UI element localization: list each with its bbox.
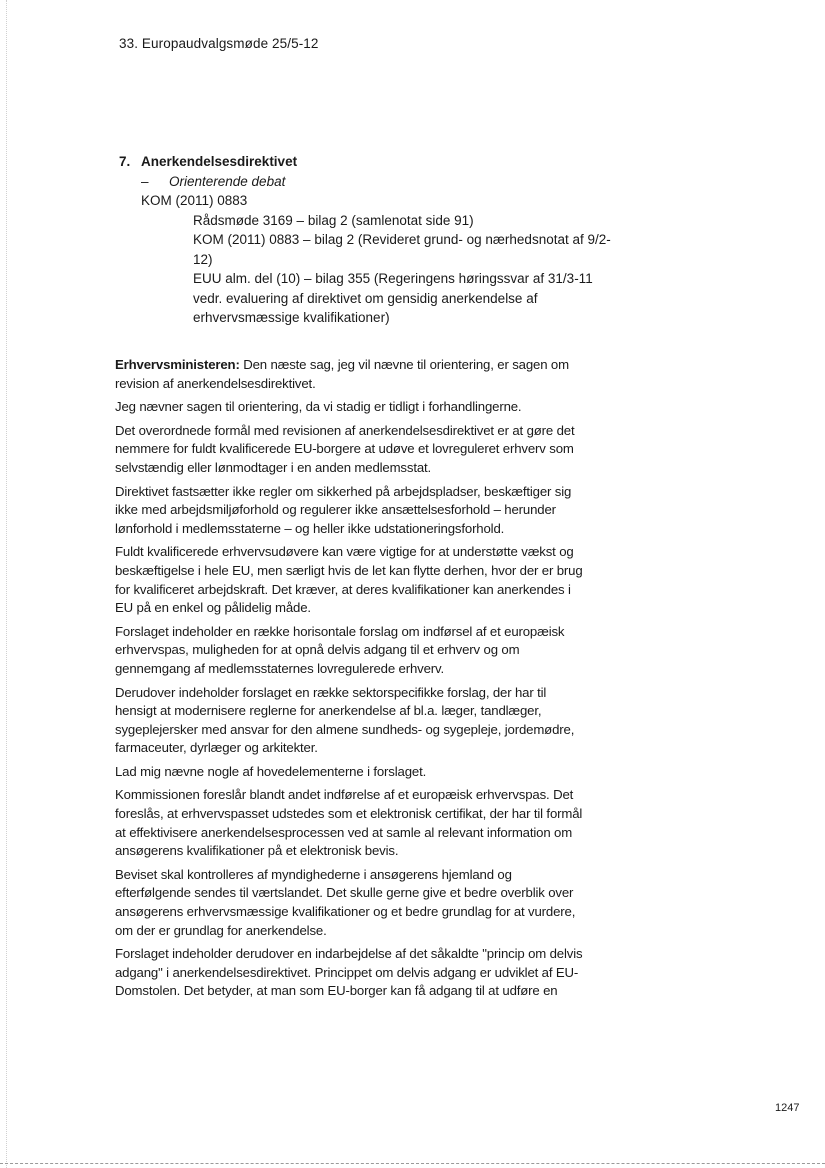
agenda-title-text: Anerkendelsesdirektivet: [141, 154, 298, 169]
paragraph: Lad mig nævne nogle af hovedelementerne i forslaget.: [115, 763, 427, 779]
reference-item: EUU alm. del (10) – bilag 355 (Regeringens høringssvar af 31/3-11 vedr. evaluering af direktivet om gensidig anerkendelse af erhvervsmæssige kvalifikationer): [193, 271, 593, 325]
reference-list: [119, 211, 613, 328]
paragraph: Forslaget indeholder derudover en indarbejdelse af det såkaldte "princip om delvis adgang" i anerkendelsesdirektivet. Princippet om delvis adgang er udviklet af EU-Domstolen. Det betyder, at man som EU-borger kan få adgang til at udføre en: [115, 946, 583, 999]
agenda-kom-reference: KOM (2011) 0883: [141, 193, 248, 208]
paragraph-text: Den næste sag, jeg vil nævne til orientering, er sagen om revision af anerkendelsesdirektivet.: [115, 357, 569, 391]
paragraph: Fuldt kvalificerede erhvervsudøvere kan være vigtige for at understøtte vækst og beskæftigelse i hele EU, men særligt hvis de let kan flytte derhen, hvor der er brug for kvalificeret arbejdskraft. Det kræver, at deres kvalifikationer kan anerkendes i EU på en enkel og pålidelig måde.: [115, 544, 583, 616]
agenda-title: [119, 152, 619, 172]
reference-item: KOM (2011) 0883 – bilag 2 (Revideret grund- og nærhedsnotat af 9/2-12): [193, 232, 611, 267]
paragraph: Direktivet fastsætter ikke regler om sikkerhed på arbejdspladser, beskæftiger sig ikke med arbejdsmiljøforhold og regulerer ikke ansættelsesforhold – herunder lønforhold i medlemsstaterne – og heller ikke udstationeringsforhold.: [115, 483, 572, 536]
running-header: 33. Europaudvalgsmøde 25/5-12: [119, 36, 319, 51]
page-bottom-line: [0, 1163, 825, 1164]
page-number: 1247: [775, 1102, 800, 1114]
paragraph: Jeg nævner sagen til orientering, da vi stadig er tidligt i forhandlingerne.: [115, 399, 522, 415]
statement-body: [115, 356, 591, 1006]
paragraph: Derudover indeholder forslaget en række sektorspecifikke forslag, der har til hensigt at modernisere reglerne for anerkendelse af bl.a. læger, tandlæger, sygeplejersker med ansvar for den almene sundheds- og sygepleje, jordemødre, farmaceuter, dyrlæger og arkitekter.: [115, 684, 575, 756]
paragraph: Forslaget indeholder en række horisontale forslag om indførsel af et europæisk erhvervspas, muligheden for at opnå delvis adgang til et erhverv og om gennemgang af medlemsstaternes lovregulerede erhverv.: [115, 623, 565, 676]
agenda-subtitle-text: Orienterende debat: [169, 173, 286, 189]
speaker-name: Erhvervsministeren:: [115, 357, 240, 372]
paragraph: Beviset skal kontrolleres af myndighederne i ansøgerens hjemland og efterfølgende sendes til værtslandet. Det skulle gerne give et bedre overblik over ansøgerens erhvervsmæssige kvalifikationer og et bedre grundlag for at vurdere, om der er grundlag for anerkendelse.: [115, 866, 576, 938]
paragraph: Kommissionen foreslår blandt andet indførelse af et europæisk erhvervspas. Det foreslås, at erhvervspasset udstedes som et elektronisk certifikat, der har til formål at effektivisere anerkendelsesprocessen ved at samle al relevant information om ansøgerens kvalifikationer på et elektronisk bevis.: [115, 787, 583, 859]
paragraph: [115, 356, 591, 393]
agenda-number: 7.: [119, 154, 131, 169]
agenda-item: [119, 152, 619, 328]
reference-item: Rådsmøde 3169 – bilag 2 (samlenotat side 91): [193, 212, 474, 228]
agenda-subtitle: [119, 172, 619, 192]
page-edge-line: [6, 0, 7, 1168]
paragraph: Det overordnede formål med revisionen af anerkendelsesdirektivet er at gøre det nemmere for fuldt kvalificerede EU-borgere at udøve et lovreguleret erhverv som selvstændig eller lønmodtager i en anden medlemsstat.: [115, 422, 575, 475]
agenda-dash: –: [141, 173, 149, 189]
